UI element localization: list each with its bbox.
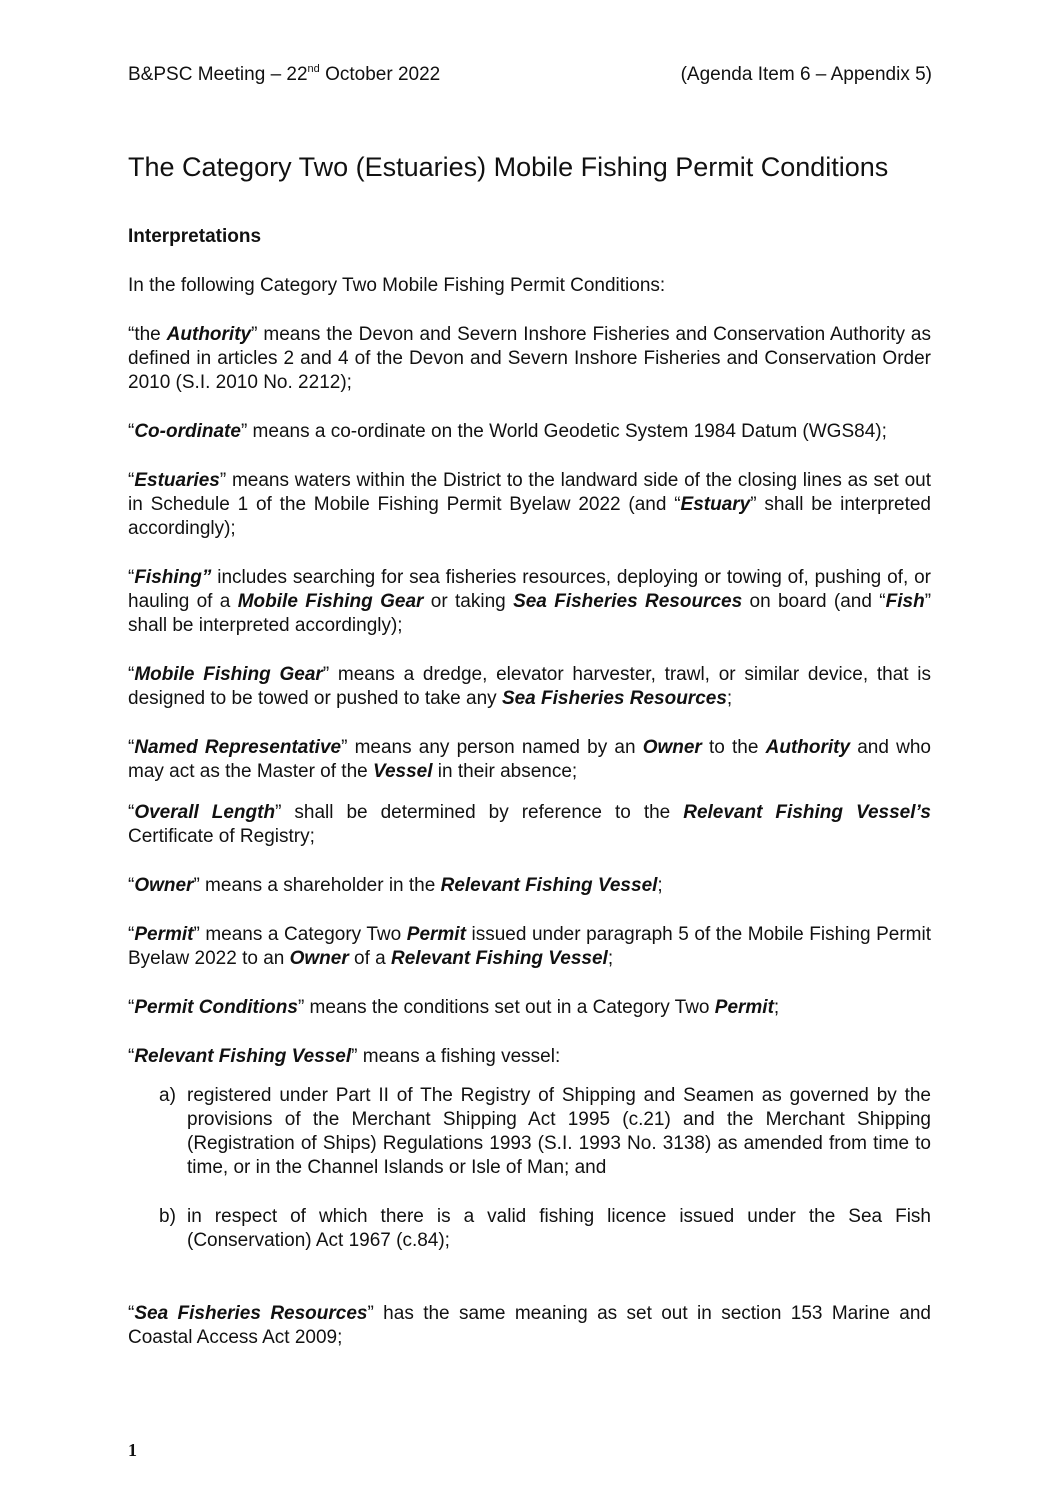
definition-sea-fisheries-resources: “Sea Fisheries Resources” has the same meaning as set out in section 153 Marine and Coastal Access Act 2009; xyxy=(128,1303,931,1348)
list-item-text: registered under Part II of The Registry of Shipping and Seamen as governed by the provisions of the Merchant Shipping Act 1995 (c.21) and the Merchant Shipping (Registration of Ships) Regulations 1993 (S.I. 1993 No. 3138) as amended from time to time, or in the Channel Islands or Isle of Man; and xyxy=(187,1085,931,1178)
header-agenda-item: (Agenda Item 6 – Appendix 5) xyxy=(680,64,932,85)
definition-permit-conditions: “Permit Conditions” means the conditions set out in a Category Two Permit; xyxy=(128,997,780,1018)
definition-permit: “Permit” means a Category Two Permit issued under paragraph 5 of the Mobile Fishing Permit Byelaw 2022 to an Owner of a Relevant Fishing Vessel; xyxy=(128,924,931,969)
list-item xyxy=(128,1084,931,1180)
definition-coordinate: “Co-ordinate” means a co-ordinate on the World Geodetic System 1984 Datum (WGS84); xyxy=(128,421,887,442)
header-meeting: B&PSC Meeting – 22nd October 2022 xyxy=(128,63,441,85)
definition-owner: “Owner” means a shareholder in the Relevant Fishing Vessel; xyxy=(128,875,663,896)
definition-relevant-fishing-vessel: “Relevant Fishing Vessel” means a fishing vessel: xyxy=(128,1046,561,1067)
list-marker: b) xyxy=(159,1206,176,1227)
header-date-superscript: nd xyxy=(307,63,320,75)
definition-overall-length: “Overall Length” shall be determined by reference to the Relevant Fishing Vessel’s Certificate of Registry; xyxy=(128,802,931,847)
list-item xyxy=(128,1205,931,1253)
definition-estuaries: “Estuaries” means waters within the District to the landward side of the closing lines as set out in Schedule 1 of the Mobile Fishing Permit Byelaw 2022 (and “Estuary” shall be interpreted accordingly); xyxy=(128,470,931,539)
vessel-criteria-list xyxy=(128,1084,931,1253)
document-title: The Category Two (Estuaries) Mobile Fishing Permit Conditions xyxy=(128,152,889,182)
list-marker: a) xyxy=(159,1085,176,1106)
section-heading: Interpretations xyxy=(128,226,262,247)
definition-named-representative: “Named Representative” means any person named by an Owner to the Authority and who may act as the Master of the Vessel in their absence; xyxy=(128,737,931,782)
intro-paragraph: In the following Category Two Mobile Fishing Permit Conditions: xyxy=(128,275,666,296)
document-body xyxy=(128,225,931,1350)
definition-fishing: “Fishing” includes searching for sea fisheries resources, deploying or towing of, pushing of, or hauling of a Mobile Fishing Gear or taking Sea Fisheries Resources on board (and “Fish” shall be interpreted accordingly); xyxy=(128,567,932,636)
definition-authority: “the Authority” means the Devon and Severn Inshore Fisheries and Conservation Authority as defined in articles 2 and 4 of the Devon and Severn Inshore Fisheries and Conservation Order 2010 (S.I. 2010 No. 2212); xyxy=(128,324,931,393)
page-number: 1 xyxy=(128,1440,137,1460)
list-item-text: in respect of which there is a valid fishing licence issued under the Sea Fish (Conservation) Act 1967 (c.84); xyxy=(187,1206,931,1251)
definition-mobile-fishing-gear: “Mobile Fishing Gear” means a dredge, elevator harvester, trawl, or similar device, that is designed to be towed or pushed to take any Sea Fisheries Resources; xyxy=(128,664,931,709)
